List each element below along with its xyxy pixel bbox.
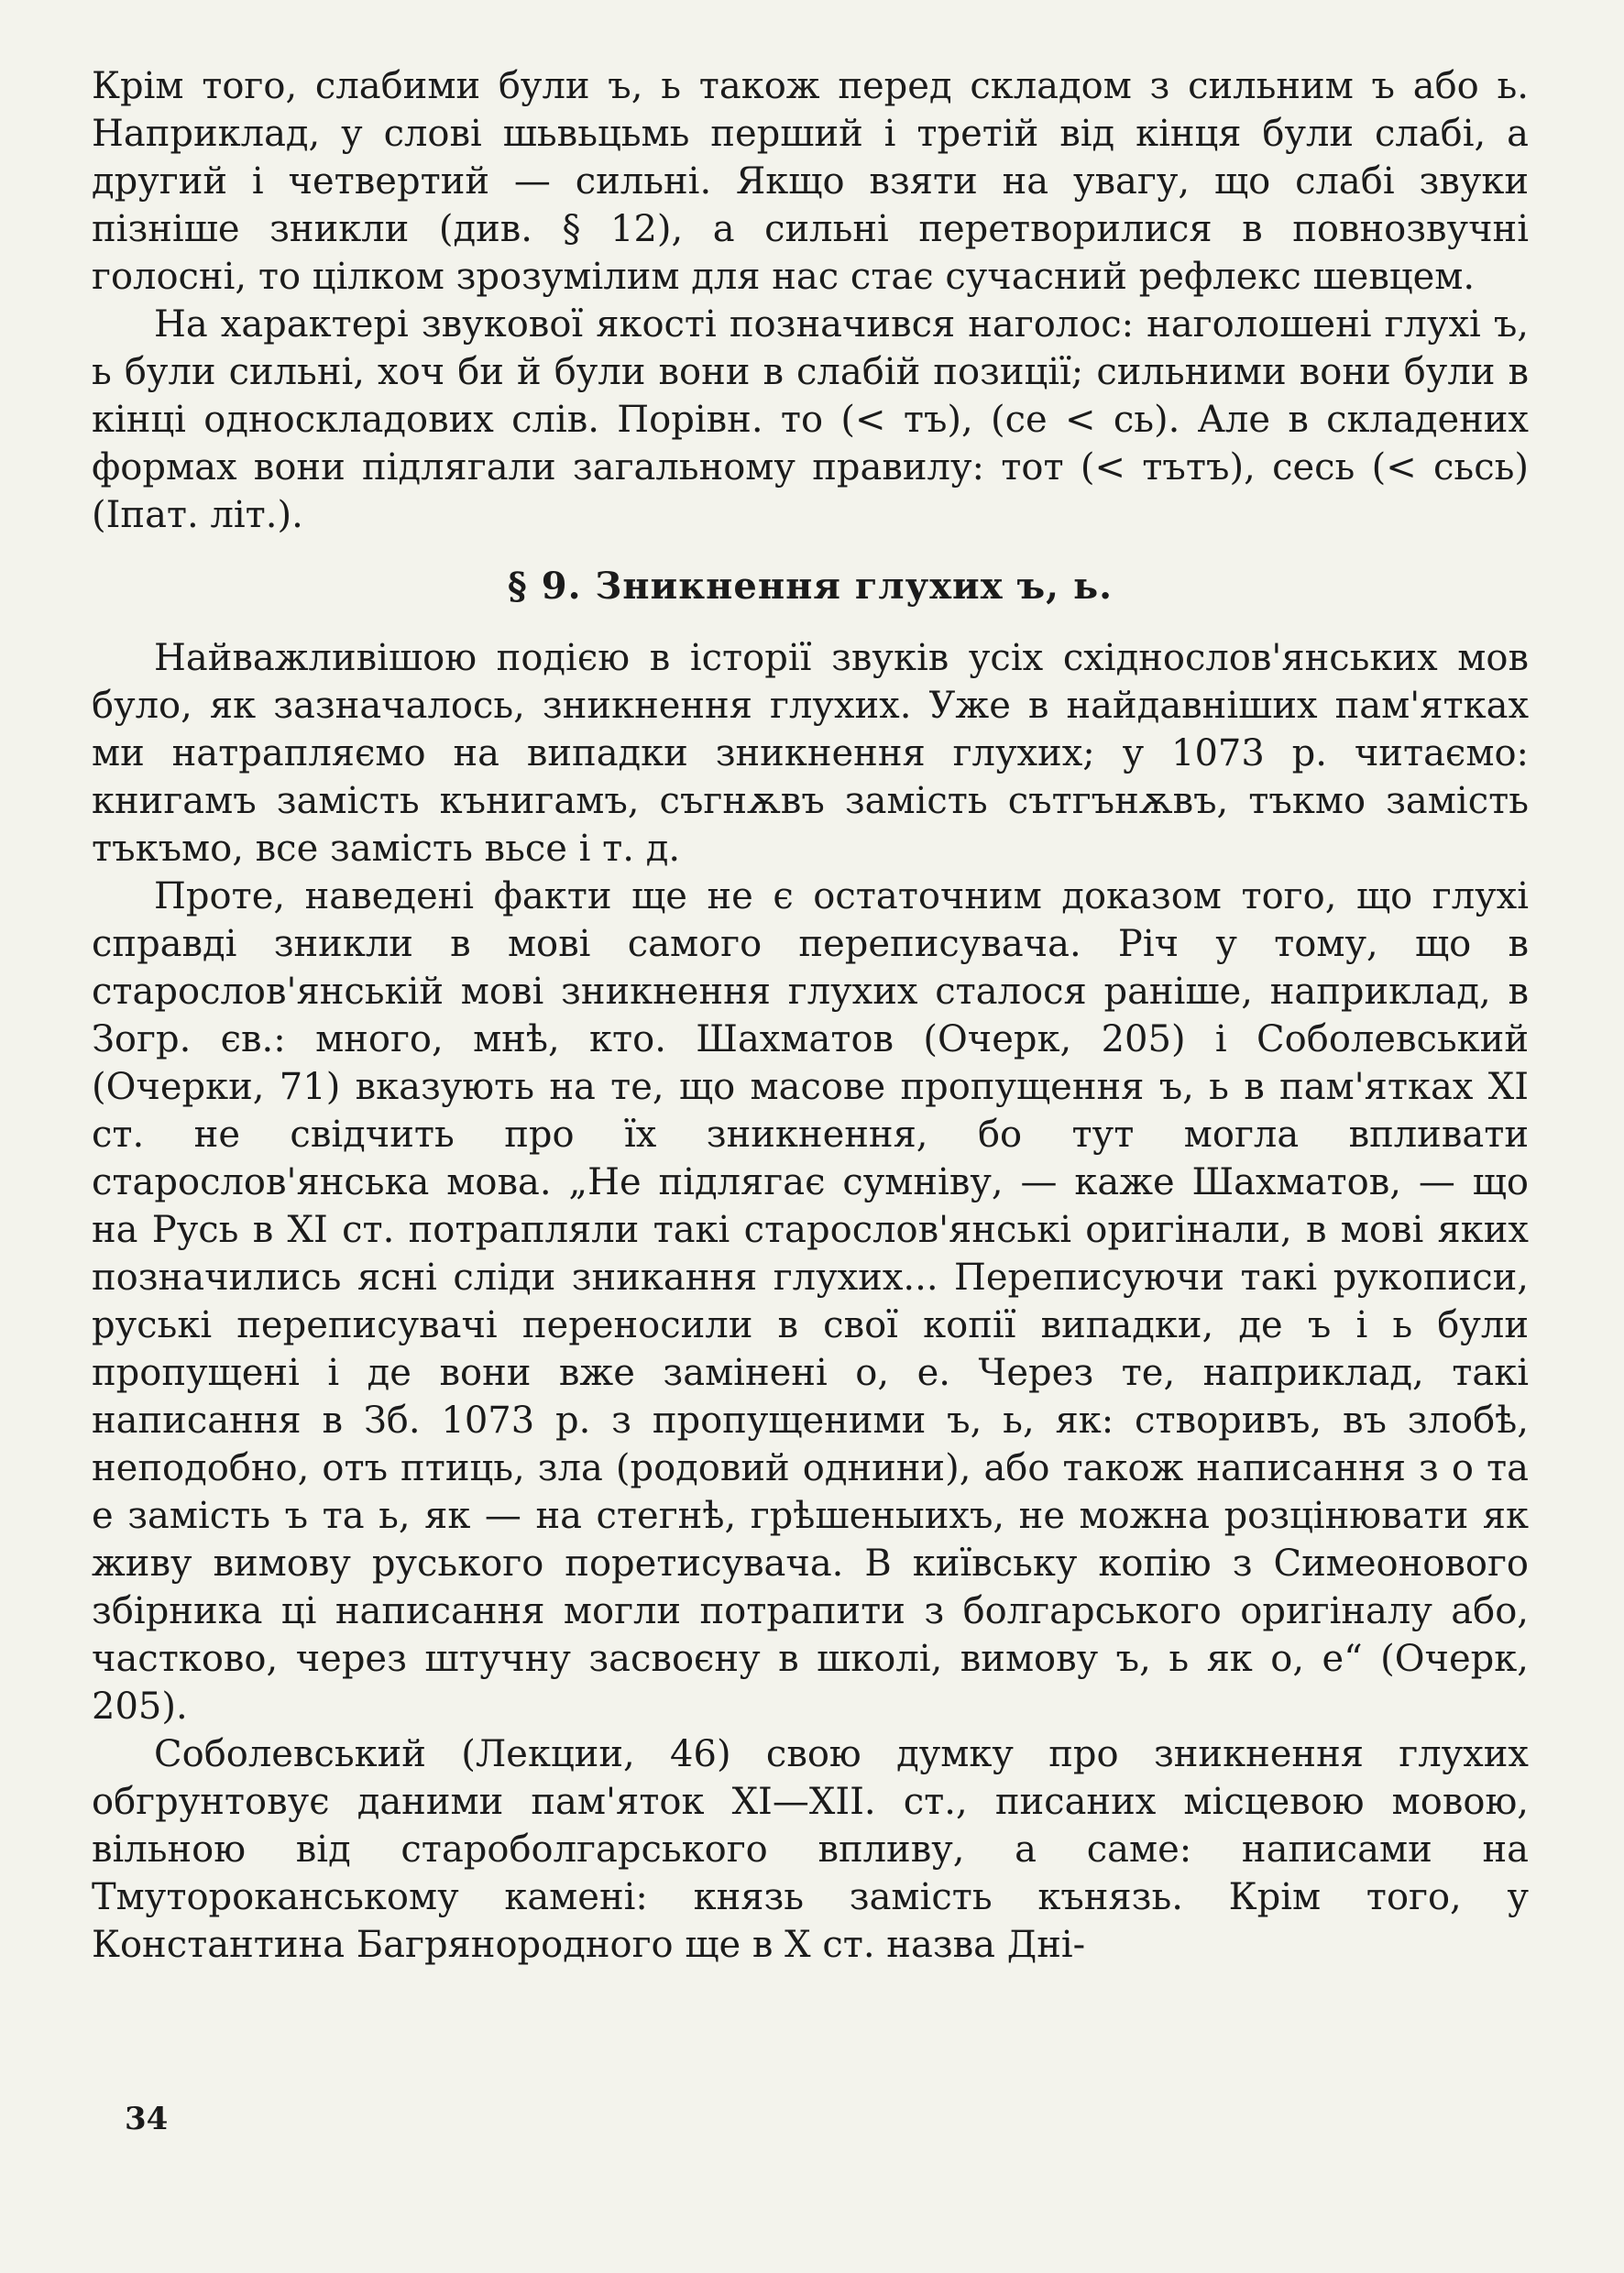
paragraph-weak-yers-example: Крім того, слабими були ъ, ь також перед складом з сильним ъ або ь. Наприклад, у слові шьвьцьмь перший і третій від кінця були слабі, а другий і четвертий — сильні. Якщо взяти на увагу, що слабі звуки пізніше зникли (див. § 12), а сильні перетворилися в повнозвучні голосні, то цілком зрозумілим для нас стає сучасний рефлекс шевцем. [92, 65, 1529, 298]
paragraph-sobolevsky: Соболевський (Лекции, 46) свою думку про зникнення глухих обгрунтовує даними пам'яток XI—XII. ст., писаних місцевою мовою, вільною від староболгарського впливу, а саме: написами на Тмутороканському камені: князь замість кънязь. Крім того, у Константина Багрянородного ще в X ст. назва Дні- [92, 1733, 1529, 1966]
paragraph-loss-of-yers: Найважливішою подією в історії звуків усіх східнослов'янських мов було, як зазначалось, зникнення глухих. Уже в найдавніших пам'ятках ми натрапляємо на випадки зникнення глухих; у 1073 р. читаємо: книгамъ замість кънигамъ, съгнѫвъ замість сътгънѫвъ, тъкмо замість тъкъмо, все замість вьсе і т. д. [92, 637, 1529, 870]
paragraph-stress-effect: На характері звукової якості позначився наголос: наголошені глухі ъ, ь були сильні, хоч би й були вони в слабій позиції; сильними вони були в кінці односкладових слів. Порівн. то (< тъ), (се < сь). Але в складених формах вони підлягали загальному правилу: тот (< тътъ), сесь (< сьсь) (Іпат. літ.). [92, 303, 1529, 536]
paragraph-shakhmatov-quote: Проте, наведені факти ще не є остаточним доказом того, що глухі справді зникли в мові самого переписувача. Річ у тому, що в старослов'янській мові зникнення глухих сталося раніше, наприклад, в Зогр. єв.: много, мнѣ, кто. Шахматов (Очерк, 205) і Соболевський (Очерки, 71) вказують на те, що масове пропущення ъ, ь в пам'ятках XI ст. не свідчить про їх зникнення, бо тут могла впливати старослов'янська мова. „Не підлягає сумніву, — каже Шахматов, — що на Русь в XI ст. потрапляли такі старослов'янські оригінали, в мові яких позначились ясні сліди зникання глухих... Переписуючи такі рукописи, руські переписувачі переносили в свої копії випадки, де ъ і ь були пропущені і де вони вже замінені о, е. Через те, наприклад, такі написання в Зб. 1073 р. з пропущеними ъ, ь, як: створивъ, въ злобѣ, неподобно, отъ птиць, зла (родовий однини), або також написання з о та е замість ъ та ь, як — на стегнѣ, грѣшеныихъ, не можна розцінювати як живу вимову руського поретисувача. В київську копію з Симеонового збірника ці написання могли потрапити з болгарського оригіналу або, частково, через штучну засвоєну в школі, вимову ъ, ь як о, е“ (Очерк, 205). [92, 875, 1529, 1728]
page-body [92, 62, 1529, 1969]
section-heading: § 9. Зникнення глухих ъ, ь. [507, 565, 1114, 608]
page-number: 34 [125, 2101, 169, 2137]
